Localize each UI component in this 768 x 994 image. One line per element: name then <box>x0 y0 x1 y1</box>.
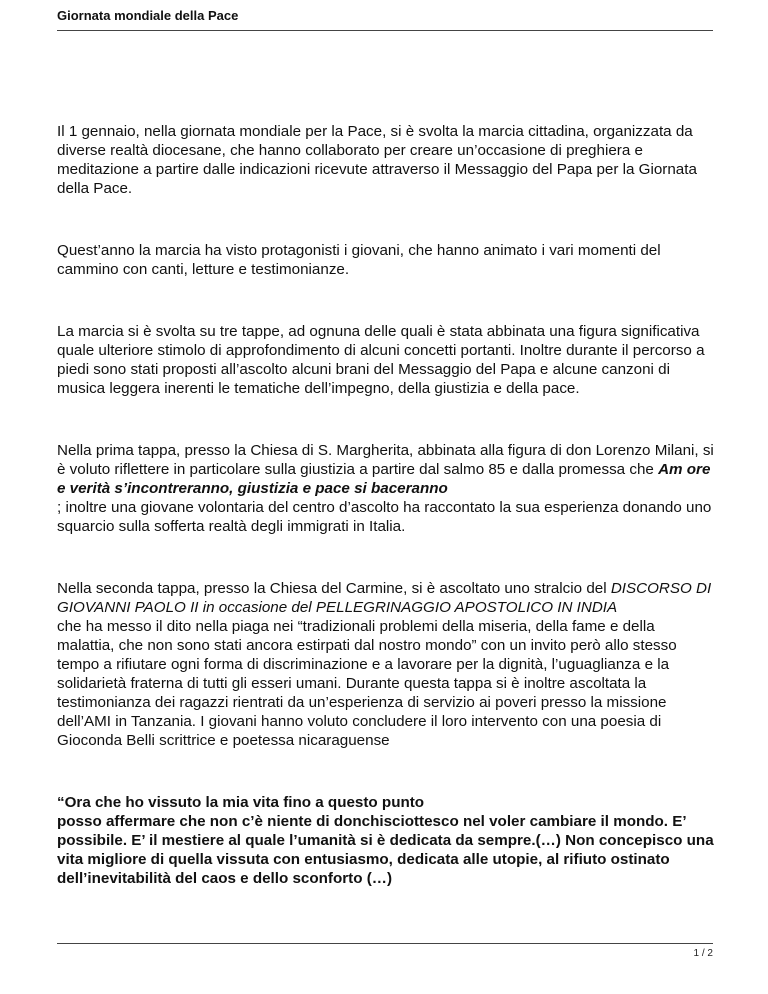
header-title: Giornata mondiale della Pace <box>57 8 239 23</box>
paragraph-second-stage <box>57 579 715 750</box>
page-footer <box>57 943 713 960</box>
first-stage-continuation: ; inoltre una giovane volontaria del centro d’ascolto ha raccontato la sua esperienza donando uno squarcio sulla sofferta realtà degli immigrati in Italia. <box>57 499 712 535</box>
page-number: 1 / 2 <box>693 948 713 959</box>
second-stage-continuation: che ha messo il dito nella piaga nei “tradizionali problemi della miseria, della fame e della malattia, che non sono stati ancora estirpati dal nostro mondo” con un invito però allo stesso tempo a rifiutare ogni forma di discriminazione e a lavorare per la dignità, l’uguaglianza e la solidarietà fraterna di tutti gli esseri umani. Durante questa tappa si è inoltre ascoltata la testimonianza dei ragazzi rientrati da un’esperienza di servizio ai poveri presso la missione dell’AMI in Tanzania. I giovani hanno voluto concludere il loro intervento con una poesia di Gioconda Belli scrittrice e poetessa nicaraguense <box>57 618 677 749</box>
first-stage-text: Nella prima tappa, presso la Chiesa di S. Margherita, abbinata alla figura di don Lorenzo Milani, si è voluto riflettere in particolare sulla giustizia a partire dal salmo 85 e dalla promessa che <box>57 442 714 478</box>
paragraph-first-stage <box>57 441 715 536</box>
paragraph-youth: Quest’anno la marcia ha visto protagonisti i giovani, che hanno animato i vari momenti del cammino con canti, letture e testimonianze. <box>57 242 661 278</box>
footer-rule <box>57 943 713 944</box>
poem-quote <box>57 793 715 888</box>
psalm-quote: Am ore e verità s’incontreranno, giustizia e pace si baceranno <box>57 461 711 497</box>
poem-quote-first-line: “Ora che ho vissuto la mia vita fino a questo punto <box>57 794 425 811</box>
second-stage-text: Nella seconda tappa, presso la Chiesa del Carmine, si è ascoltato uno stralcio del <box>57 580 611 597</box>
paragraph-intro: Il 1 gennaio, nella giornata mondiale per la Pace, si è svolta la marcia cittadina, organizzata da diverse realtà diocesane, che hanno collaborato per creare un’occasione di preghiera e meditazione a partire dalle indicazioni ricevute attraverso il Messaggio del Papa per la Giornata della Pace. <box>57 123 697 197</box>
header-rule <box>57 30 713 31</box>
page-header <box>57 8 713 31</box>
discourse-title: DISCORSO DI GIOVANNI PAOLO II in occasione del PELLEGRINAGGIO APOSTOLICO IN INDIA <box>57 580 712 616</box>
article-body <box>57 122 715 888</box>
paragraph-stages: La marcia si è svolta su tre tappe, ad ognuna delle quali è stata abbinata una figura significativa quale ulteriore stimolo di approfondimento di alcuni concetti portanti. Inoltre durante il percorso a piedi sono stati proposti all’ascolto alcuni brani del Messaggio del Papa e alcune canzoni di musica leggera inerenti le tematiche dell’impegno, della giustizia e della pace. <box>57 323 705 397</box>
poem-quote-body: posso affermare che non c’è niente di donchisciottesco nel voler cambiare il mondo. E’ possibile. E’ il mestiere al quale l’umanità si è dedicata da sempre.(…) Non concepisco una vita migliore di quella vissuta con entusiasmo, dedicata alle utopie, al rifiuto ostinato dell’inevitabilità del caos e dello sconforto (…) <box>57 813 714 887</box>
